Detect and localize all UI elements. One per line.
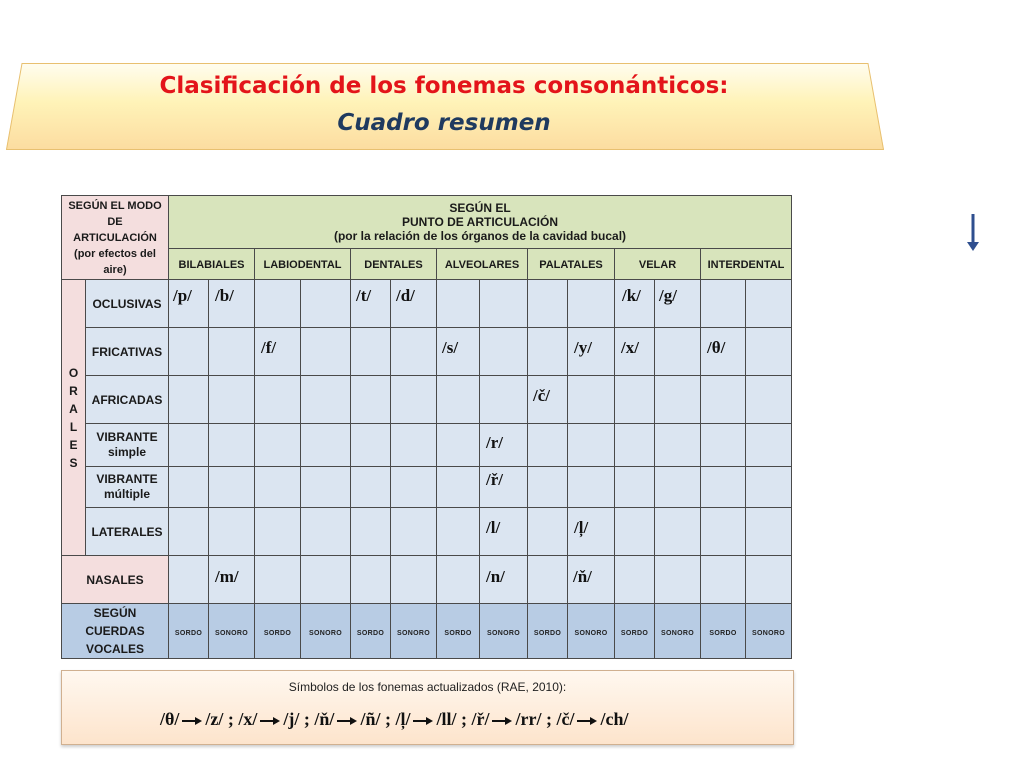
symbol-old: /ň/ (314, 709, 335, 729)
voice-sordo: SORDO (701, 604, 746, 659)
right-arrow-icon (182, 716, 202, 726)
phoneme-t: /t/ (356, 286, 372, 305)
voice-sordo: SORDO (169, 604, 209, 659)
symbol-new: /j/ (283, 709, 300, 729)
phoneme-ch: /č/ (533, 386, 550, 405)
right-arrow-icon (337, 716, 357, 726)
symbol-old: /θ/ (160, 709, 180, 729)
phoneme-k: /k/ (622, 286, 641, 305)
orales-label: O R A L E S (62, 280, 86, 556)
symbol-old: /ļ/ (395, 709, 411, 729)
updated-symbols-title: Símbolos de los fonemas actualizados (RAE, 2010): (288, 680, 567, 694)
place-alveolares: ALVEOLARES (437, 249, 528, 280)
voice-sonoro: SONORO (391, 604, 437, 659)
symbol-old: /x/ (238, 709, 258, 729)
place-palatales: PALATALES (528, 249, 615, 280)
phoneme-m: /m/ (215, 567, 239, 586)
right-arrow-icon (413, 716, 433, 726)
voice-sordo: SORDO (615, 604, 655, 659)
symbol-old: /č/ (556, 709, 575, 729)
voice-sonoro: SONORO (209, 604, 255, 659)
phoneme-p: /p/ (173, 286, 192, 305)
page-title: Clasificación de los fonemas consonánticos: (159, 73, 729, 99)
voice-sonoro: SONORO (480, 604, 528, 659)
separator: ; (545, 709, 552, 729)
voice-sonoro: SONORO (655, 604, 701, 659)
separator: ; (303, 709, 310, 729)
separator: ; (460, 709, 467, 729)
phoneme-g: /g/ (659, 286, 677, 305)
phoneme-table (61, 195, 792, 659)
manner-africadas: AFRICADAS (86, 376, 169, 424)
manner-vibrante-simple: VIBRANTE simple (86, 424, 169, 467)
voice-sordo: SORDO (437, 604, 480, 659)
phoneme-r: /r/ (486, 433, 503, 452)
voice-sordo: SORDO (255, 604, 301, 659)
right-arrow-icon (260, 716, 280, 726)
cuerdas-vocales-label: SEGÚN CUERDAS VOCALES (62, 604, 169, 659)
voice-sonoro: SONORO (301, 604, 351, 659)
manner-nasales: NASALES (62, 556, 169, 604)
manner-vibrante-multiple: VIBRANTE múltiple (86, 467, 169, 508)
voice-sonoro: SONORO (568, 604, 615, 659)
symbol-old: /ř/ (471, 709, 490, 729)
manner-oclusivas: OCLUSIVAS (86, 280, 169, 328)
updated-symbols-list (160, 709, 628, 730)
down-arrow-icon (963, 212, 983, 252)
phoneme-ll: /ļ/ (574, 518, 589, 537)
phoneme-theta: /θ/ (707, 338, 726, 357)
manner-laterales: LATERALES (86, 508, 169, 556)
phoneme-d: /d/ (396, 286, 415, 305)
place-dentales: DENTALES (351, 249, 437, 280)
place-bilabiales: BILABIALES (169, 249, 255, 280)
right-arrow-icon (492, 716, 512, 726)
phoneme-l: /l/ (486, 518, 501, 537)
mode-header: SEGÚN EL MODO DE ARTICULACIÓN (por efectos del aire) (62, 196, 169, 280)
phoneme-b: /b/ (215, 286, 234, 305)
voice-sonoro: SONORO (746, 604, 792, 659)
phoneme-s: /s/ (442, 338, 459, 357)
phoneme-nn: /ň/ (573, 567, 592, 586)
phoneme-n: /n/ (486, 567, 505, 586)
separator: ; (227, 709, 234, 729)
right-arrow-icon (577, 716, 597, 726)
page-subtitle: Cuadro resumen (337, 110, 551, 136)
symbol-new: /ll/ (436, 709, 457, 729)
voice-sordo: SORDO (351, 604, 391, 659)
place-labiodental: LABIODENTAL (255, 249, 351, 280)
place-interdental: INTERDENTAL (701, 249, 792, 280)
place-velar: VELAR (615, 249, 701, 280)
symbol-new: /ch/ (600, 709, 629, 729)
point-header: SEGÚN EL PUNTO DE ARTICULACIÓN (por la relación de los órganos de la cavidad bucal) (169, 196, 792, 249)
symbol-new: /ñ/ (360, 709, 381, 729)
voice-sordo: SORDO (528, 604, 568, 659)
symbol-new: /z/ (205, 709, 224, 729)
phoneme-y: /y/ (574, 338, 592, 357)
updated-symbols-box (61, 670, 794, 745)
phoneme-rr: /ř/ (486, 470, 503, 489)
separator: ; (384, 709, 391, 729)
phoneme-x: /x/ (621, 338, 639, 357)
phoneme-f: /f/ (261, 338, 277, 357)
manner-fricativas: FRICATIVAS (86, 328, 169, 376)
symbol-new: /rr/ (515, 709, 542, 729)
